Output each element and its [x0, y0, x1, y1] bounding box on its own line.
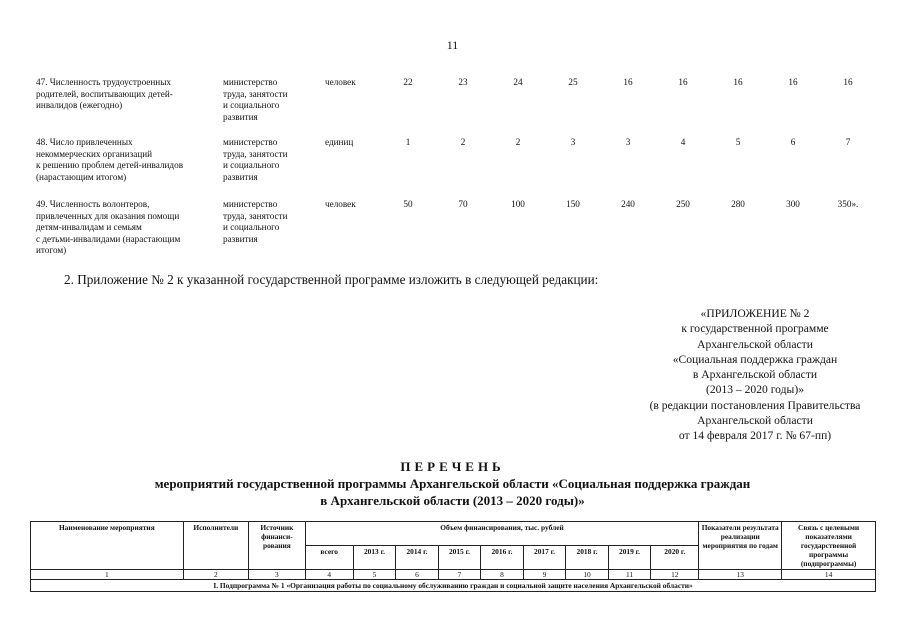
appendix-line: Архангельской области [697, 337, 813, 351]
indicator-name: 47. Численность трудоустроенных родителей, воспитывающих детей- инвалидов (ежегодно) [36, 77, 173, 111]
indicator-value: 16 [678, 77, 688, 87]
column-number: 12 [651, 570, 699, 580]
indicator-value: 5 [735, 137, 741, 147]
indicator-value: 6 [790, 137, 796, 147]
indicator-unit: человек [325, 199, 356, 209]
header-year: 2013 г. [353, 546, 396, 570]
column-number: 1 [31, 570, 184, 580]
column-number: 2 [183, 570, 248, 580]
indicator-value: 280 [731, 199, 745, 209]
header-total: всего [305, 546, 353, 570]
column-number: 10 [566, 570, 609, 580]
column-number: 5 [353, 570, 396, 580]
indicator-unit: единиц [325, 137, 354, 147]
appendix-line: в Архангельской области [692, 368, 818, 382]
indicator-value: 23 [458, 77, 468, 87]
indicator-value: 350». [837, 199, 859, 209]
indicator-value: 100 [511, 199, 525, 209]
indicator-value: 1 [405, 137, 411, 147]
indicator-value: 16 [788, 77, 798, 87]
subprogram-row [31, 580, 876, 592]
column-number: 4 [305, 570, 353, 580]
header-year: 2020 г. [651, 546, 699, 570]
indicator-value: 300 [786, 199, 800, 209]
appendix-line: от 14 февраля 2017 г. № 67-пп) [678, 429, 832, 443]
indicator-value: 24 [513, 77, 523, 87]
header-link: Связь с целевыми показателями государственной программы (подпрограммы) [782, 522, 876, 570]
appendix-header [620, 306, 890, 444]
indicator-value: 3 [625, 137, 631, 147]
column-number: 3 [249, 570, 306, 580]
document-title: ПЕРЕЧЕНЬ [400, 459, 505, 474]
table-header-row [31, 522, 876, 546]
indicator-value: 25 [568, 77, 578, 87]
indicator-executor: министерство труда, занятости и социального развития [223, 137, 288, 182]
appendix-line: к государственной программе [681, 322, 829, 336]
header-year: 2014 г. [396, 546, 439, 570]
indicator-name: 48. Число привлеченных некоммерческих организаций к решению проблем детей-инвалидов (нарастающим итогом) [36, 137, 184, 182]
column-number: 14 [782, 570, 876, 580]
indicator-value: 250 [676, 199, 690, 209]
header-indicators: Показатели результата реализации мероприятия по годам [699, 522, 782, 570]
header-volume: Объем финансирования, тыс. рублей [305, 522, 699, 546]
indicator-value: 150 [566, 199, 580, 209]
appendix-line: «ПРИЛОЖЕНИЕ № 2 [700, 307, 810, 320]
appendix-line: Архангельской области [697, 414, 813, 428]
indicator-value: 70 [458, 199, 468, 209]
header-year: 2018 г. [566, 546, 609, 570]
header-source: Источник финанси-рования [249, 522, 306, 570]
header-executors: Исполнители [183, 522, 248, 570]
indicator-value: 22 [403, 77, 413, 87]
activities-table [30, 521, 876, 592]
header-year: 2017 г. [523, 546, 566, 570]
appendix-line: «Социальная поддержка граждан [672, 352, 838, 366]
header-year: 2015 г. [438, 546, 481, 570]
header-year: 2019 г. [608, 546, 651, 570]
appendix-line: (в редакции постановления Правительства [649, 398, 861, 412]
column-number: 8 [481, 570, 524, 580]
header-year: 2016 г. [481, 546, 524, 570]
header-name: Наименование мероприятия [31, 522, 184, 570]
page-number: 11 [446, 38, 459, 52]
indicator-name: 49. Численность волонтеров, привлеченных для оказания помощи детям-инвалидам и семьям с детьми-инвалидами (нарастающим итогом) [36, 199, 181, 256]
indicator-value: 3 [570, 137, 576, 147]
column-number-row [31, 570, 876, 580]
indicator-value: 4 [680, 137, 686, 147]
indicator-value: 240 [621, 199, 635, 209]
column-number: 13 [699, 570, 782, 580]
indicator-executor: министерство труда, занятости и социального развития [223, 77, 288, 122]
amendment-paragraph: 2. Приложение № 2 к указанной государственной программе изложить в следующей редакции: [64, 272, 599, 287]
document-subtitle: мероприятий государственной программы Архангельской области «Социальная поддержка граждан в Архангельской области (2013 – 2020 годы)» [154, 476, 751, 508]
indicator-value: 50 [403, 199, 413, 209]
indicator-value: 2 [460, 137, 466, 147]
subprogram-title: I. Подпрограмма № 1 «Организация работы по социальному обслуживанию граждан и социальной защите населения Архангельской области» [31, 580, 876, 592]
indicator-value: 2 [515, 137, 521, 147]
appendix-line: (2013 – 2020 годы)» [705, 383, 804, 397]
indicator-value: 7 [845, 137, 851, 147]
indicator-value: 16 [733, 77, 743, 87]
column-number: 9 [523, 570, 566, 580]
indicator-unit: человек [325, 77, 356, 87]
column-number: 11 [608, 570, 651, 580]
indicator-value: 16 [623, 77, 633, 87]
column-number: 6 [396, 570, 439, 580]
indicator-executor: министерство труда, занятости и социального развития [223, 199, 288, 244]
column-number: 7 [438, 570, 481, 580]
indicator-value: 16 [843, 77, 853, 87]
